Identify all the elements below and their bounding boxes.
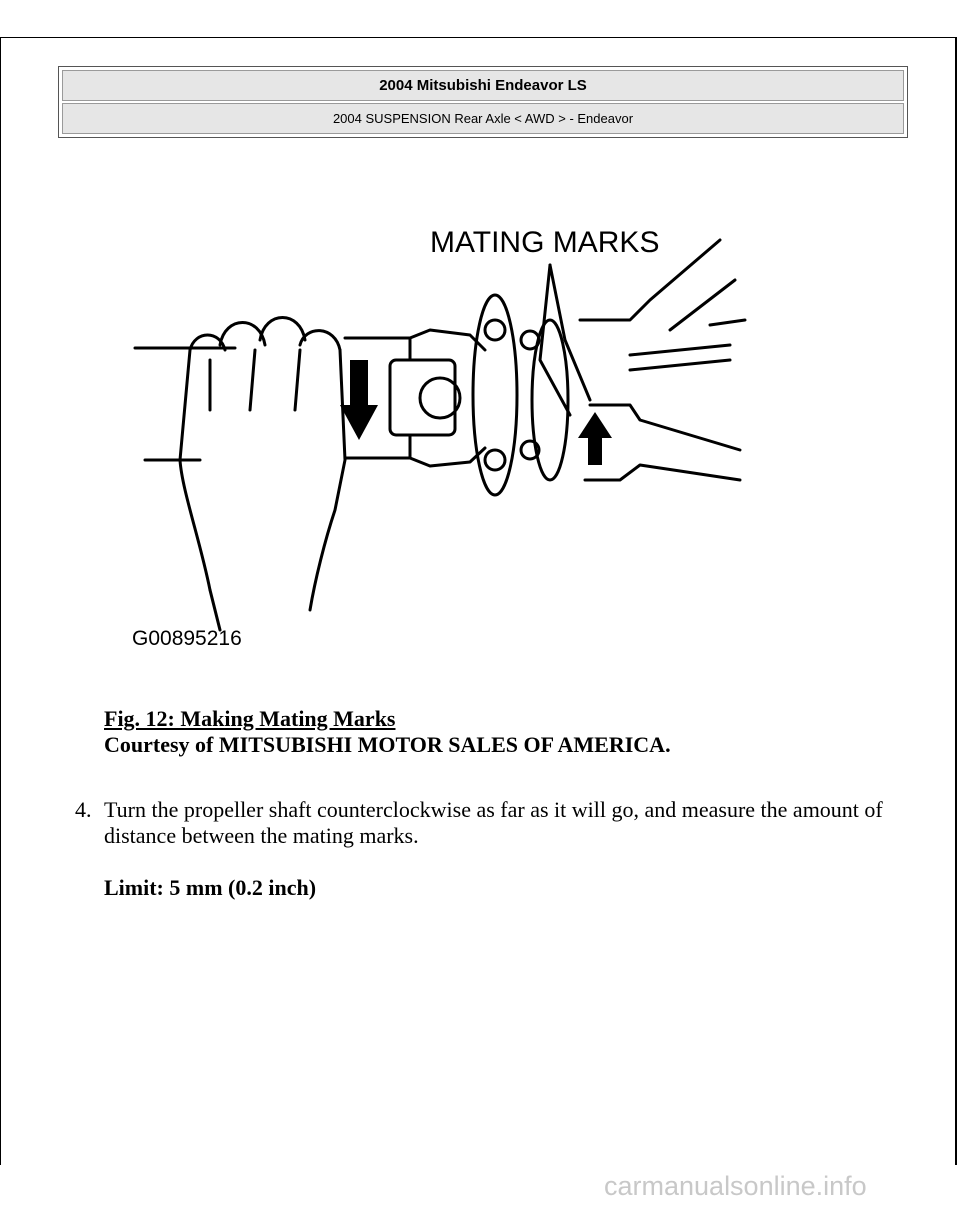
courtesy-line: Courtesy of MITSUBISHI MOTOR SALES OF AMERICA. — [104, 732, 671, 757]
vehicle-title: 2004 Mitsubishi Endeavor LS — [62, 70, 904, 101]
image-code: G00895216 — [132, 627, 242, 650]
watermark: carmanualsonline.info — [604, 1171, 867, 1201]
step-number: 4. — [75, 797, 92, 822]
document-header — [58, 66, 908, 138]
figure-title: Fig. 12: Making Mating Marks — [104, 706, 396, 731]
step-text: Turn the propeller shaft counterclockwise as far as it will go, and measure the amount of distance between the mating marks. — [104, 797, 883, 848]
figure-caption — [104, 706, 671, 758]
limit-spec: Limit: 5 mm (0.2 inch) — [104, 875, 317, 900]
mating-marks-illustration — [110, 210, 760, 660]
mating-marks-label: MATING MARKS — [430, 226, 660, 259]
procedure-step — [75, 797, 895, 849]
section-subtitle: 2004 SUSPENSION Rear Axle < AWD > - Endeavor — [62, 103, 904, 134]
